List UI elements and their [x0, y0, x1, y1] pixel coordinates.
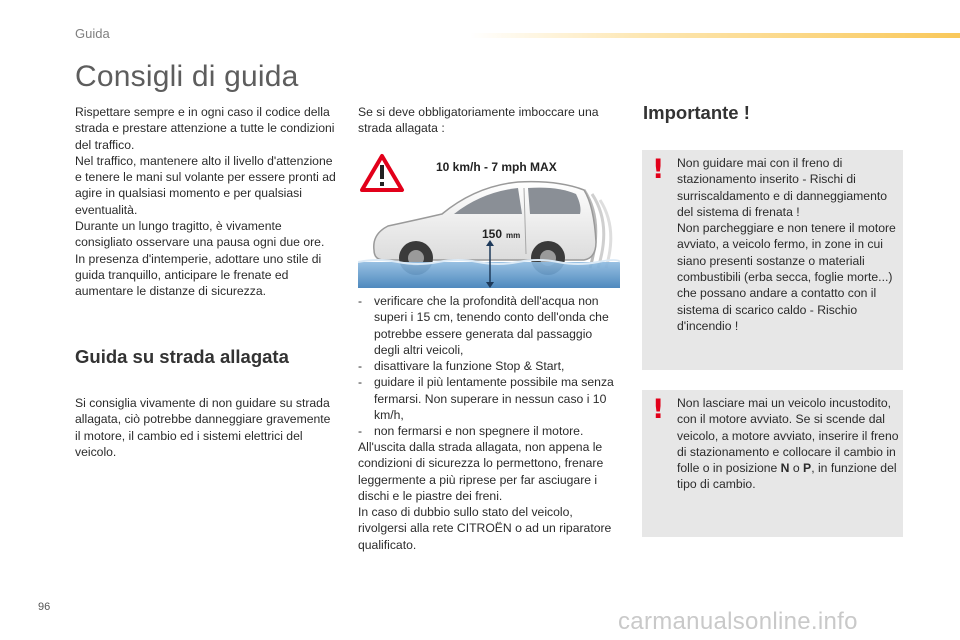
flood-intro-text	[358, 104, 620, 137]
warning-text	[677, 155, 901, 334]
important-title: Importante !	[643, 102, 750, 123]
header-accent-bar	[470, 33, 960, 38]
intro-paragraph: Durante un lungo tragitto, è vivamente consigliato osservare una pausa ogni due ore.	[75, 219, 325, 250]
flood-section-title: Guida su strada allagata	[75, 346, 289, 367]
intro-paragraph: Rispettare sempre e in ogni caso il codice della strada e prestare attenzione a tutte le condizioni del traffico.	[75, 105, 335, 152]
page-title: Consigli di guida	[75, 60, 299, 93]
list-dash: -	[358, 359, 363, 374]
water-depth-value: 150	[482, 227, 503, 241]
watermark: carmanualsonline.info	[618, 608, 858, 635]
flood-intro-paragraph: Se si deve obbligatoriamente imboccare una strada allagata :	[358, 105, 599, 136]
car-in-water-drawing	[358, 150, 620, 288]
water-depth-unit: mm	[506, 231, 521, 240]
warning-text-part: , in funzione del tipo di cambio.	[677, 461, 897, 492]
list-item	[358, 358, 620, 374]
warning-text	[677, 395, 901, 493]
list-item-text: disattivare la funzione Stop & Start,	[374, 359, 565, 374]
flooded-road-illustration	[358, 150, 620, 288]
flood-section-text: Si consiglia vivamente di non guidare su strada allagata, ciò potrebbe danneggiare gravemente il motore, il cambio ed i sistemi elettrici del veicolo.	[75, 396, 331, 459]
warning-text-part: o	[789, 461, 804, 476]
exclamation-icon: !	[652, 394, 665, 425]
flood-steps-list	[358, 293, 620, 440]
gear-park-label: P	[803, 461, 812, 476]
intro-paragraph: Nel traffico, mantenere alto il livello d'attenzione e tenere le mani sul volante per essere pronti ad agire in qualsiasi momento e per qualsiasi eventualità.	[75, 153, 336, 217]
intro-paragraph: In presenza d'intemperie, adottare uno stile di guida tranquillo, anticipare le frenate ed aumentare le distanze di sicurezza.	[75, 251, 322, 299]
list-item-text: verificare che la profondità dell'acqua non superi i 15 cm, tenendo conto dell'onda che potrebbe essere generata dal passaggio degli altri veicoli,	[374, 294, 609, 357]
warning-text-part: Non lasciare mai un veicolo incustodito, con il motore avviato. Se si scende dal veicolo, a motore avviato, inserire il freno di stazionamento e collocare il cambio in folle o in posizione	[677, 396, 899, 476]
list-item	[358, 374, 620, 423]
list-item-text: non fermarsi e non spegnere il motore.	[374, 424, 584, 439]
list-item	[358, 293, 620, 358]
list-dash: -	[358, 424, 363, 439]
gear-neutral-label: N	[780, 461, 790, 476]
speed-limit-label: 10 km/h - 7 mph MAX	[436, 160, 557, 174]
list-item	[358, 423, 620, 439]
page-number: 96	[38, 601, 51, 613]
warning-box	[642, 150, 903, 370]
warning-paragraph: Non guidare mai con il freno di stazionamento inserito - Rischi di surriscaldamento e di danneggiamento del sistema di frenata !	[677, 156, 888, 219]
after-flood-text	[358, 439, 620, 553]
warning-paragraph	[677, 395, 901, 493]
after-paragraph: All'uscita dalla strada allagata, non appena le condizioni di sicurezza lo permettono, frenare leggermente a più riprese per far asciugare i dischi e le piastre dei freni.	[358, 440, 604, 503]
section-label: Guida	[75, 26, 110, 41]
exclamation-icon: !	[652, 154, 665, 185]
after-paragraph: In caso di dubbio sullo stato del veicolo, rivolgersi alla rete CITROËN o ad un riparatore qualificato.	[358, 505, 612, 552]
warning-box	[642, 390, 903, 537]
warning-triangle-icon	[362, 156, 402, 190]
intro-text	[75, 104, 337, 300]
list-dash: -	[358, 375, 363, 390]
list-dash: -	[358, 294, 363, 308]
warning-paragraph: Non parcheggiare e non tenere il motore avviato, a veicolo fermo, in zone in cui siano presenti sostanze o materiali combustibili (erba secca, foglie morte...) che possano andare a contatto con il sistema di scarico caldo - Rischio d'incendio !	[677, 221, 896, 333]
list-item-text: guidare il più lentamente possibile ma senza fermarsi. Non superare in nessun caso i 10 km/h,	[374, 375, 614, 423]
